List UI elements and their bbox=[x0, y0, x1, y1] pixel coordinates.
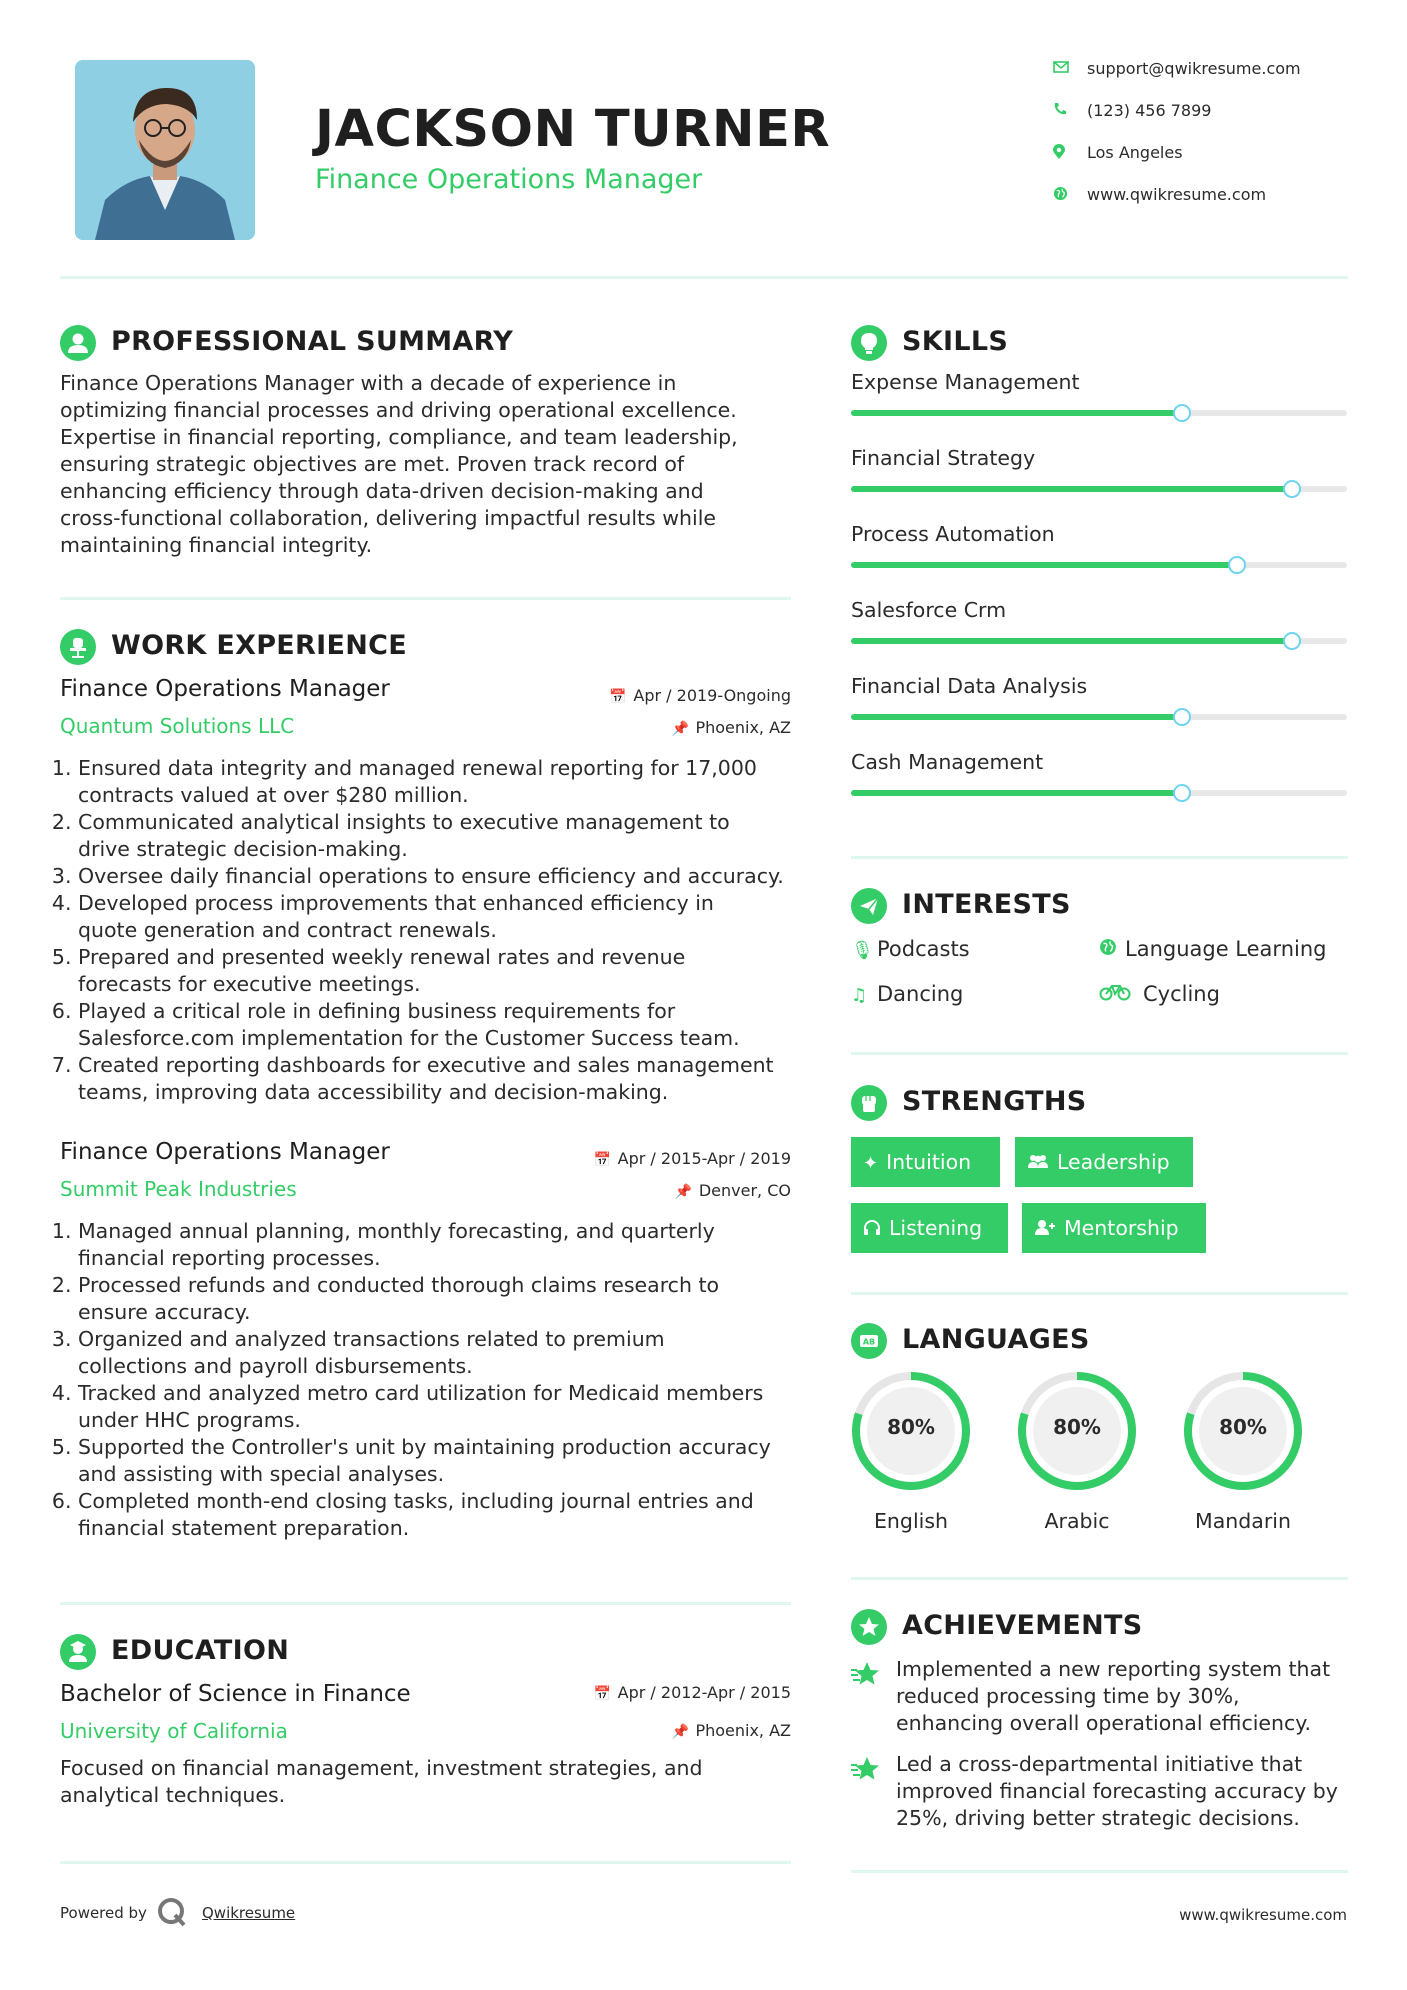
bicycle-icon bbox=[1099, 983, 1143, 1006]
skill-name: Expense Management bbox=[851, 370, 1080, 394]
bullet-line: quote generation and contract renewals. bbox=[78, 918, 497, 942]
qwikresume-link[interactable]: Qwikresume bbox=[202, 1904, 296, 1922]
job-location bbox=[671, 718, 791, 737]
job-bullet bbox=[78, 755, 818, 809]
strength-label: Mentorship bbox=[1064, 1216, 1179, 1240]
summary-text bbox=[60, 370, 800, 559]
interest-item bbox=[851, 937, 970, 961]
skills-heading: SKILLS bbox=[902, 326, 1009, 357]
bullet-line: financial reporting processes. bbox=[78, 1246, 381, 1270]
qwikresume-logo-icon[interactable] bbox=[156, 1896, 188, 1928]
degree-title: Bachelor of Science in Finance bbox=[60, 1681, 411, 1707]
bullet-line: Managed annual planning, monthly forecasting, and quarterly bbox=[78, 1219, 715, 1243]
education-description bbox=[60, 1755, 800, 1809]
skills-divider bbox=[851, 856, 1348, 859]
achievement-line: improved financial forecasting accuracy by bbox=[896, 1779, 1338, 1803]
achievement-item bbox=[896, 1751, 1351, 1832]
job-date bbox=[609, 686, 791, 705]
bullet-line: Ensured data integrity and managed renewal reporting for 17,000 bbox=[78, 756, 757, 780]
strength-label: Listening bbox=[889, 1216, 983, 1240]
achievements-divider bbox=[851, 1870, 1348, 1873]
language-name: English bbox=[873, 1509, 949, 1533]
contact-phone-text: (123) 456 7899 bbox=[1087, 101, 1212, 120]
job-date-text: Apr / 2015-Apr / 2019 bbox=[617, 1149, 791, 1168]
job-bullet bbox=[78, 1218, 818, 1272]
job-bullets bbox=[60, 1218, 818, 1542]
skill-level-knob bbox=[1283, 632, 1301, 650]
education-location bbox=[671, 1721, 791, 1740]
language-percent: 80% bbox=[1053, 1415, 1101, 1439]
strengths-divider bbox=[851, 1292, 1348, 1295]
language-card-icon bbox=[851, 1323, 887, 1359]
candidate-name: JACKSON TURNER bbox=[315, 100, 831, 159]
profile-photo bbox=[75, 60, 255, 240]
skill-bar-fill bbox=[851, 562, 1237, 568]
bullet-line: Tracked and analyzed metro card utilization for Medicaid members bbox=[78, 1381, 764, 1405]
bullet-line: teams, improving data accessibility and decision-making. bbox=[78, 1080, 669, 1104]
skill-name: Financial Data Analysis bbox=[851, 674, 1088, 698]
skill-level-knob bbox=[1228, 556, 1246, 574]
strength-chip bbox=[851, 1137, 1000, 1187]
contact-email-text: support@qwikresume.com bbox=[1087, 59, 1301, 78]
strengths-heading: STRENGTHS bbox=[902, 1086, 1087, 1117]
lightbulb-icon bbox=[851, 325, 887, 361]
skill-bar-fill bbox=[851, 410, 1182, 416]
job-bullet bbox=[78, 944, 818, 998]
bullet-line: Organized and analyzed transactions related to premium bbox=[78, 1327, 665, 1351]
achievement-line: Implemented a new reporting system that bbox=[896, 1657, 1331, 1681]
strength-chip bbox=[851, 1203, 1008, 1253]
education-location-text: Phoenix, AZ bbox=[695, 1721, 791, 1740]
star-icon bbox=[851, 1661, 881, 1687]
skill-name: Salesforce Crm bbox=[851, 598, 1007, 622]
skill-bar-fill bbox=[851, 790, 1182, 796]
pushpin-icon: 📌 bbox=[671, 1724, 689, 1740]
globe-icon bbox=[1053, 186, 1071, 204]
bullet-line: Prepared and presented weekly renewal rates and revenue bbox=[78, 945, 686, 969]
school-name: University of California bbox=[60, 1719, 288, 1743]
microphone-icon: 🎙 bbox=[851, 940, 874, 961]
language-name: Arabic bbox=[1044, 1509, 1110, 1533]
strength-label: Leadership bbox=[1057, 1150, 1170, 1174]
education-date bbox=[594, 1683, 791, 1702]
languages-divider bbox=[851, 1577, 1348, 1580]
bullet-line: under HHC programs. bbox=[78, 1408, 301, 1432]
strength-chip bbox=[1015, 1137, 1193, 1187]
bullet-line: Supported the Controller's unit by maintaining production accuracy bbox=[78, 1435, 771, 1459]
achievement-line: 25%, driving better strategic decisions. bbox=[896, 1806, 1300, 1830]
interest-item bbox=[1099, 982, 1220, 1006]
job-company: Summit Peak Industries bbox=[60, 1177, 297, 1201]
education-line: Focused on financial management, investment strategies, and bbox=[60, 1756, 703, 1780]
bullet-line: Developed process improvements that enhanced efficiency in bbox=[78, 891, 714, 915]
job-location-text: Phoenix, AZ bbox=[695, 718, 791, 737]
job-title: Finance Operations Manager bbox=[60, 1139, 390, 1165]
skill-bar-fill bbox=[851, 638, 1292, 644]
summary-line: maintaining financial integrity. bbox=[60, 533, 373, 557]
job-bullets bbox=[60, 755, 818, 1106]
star-icon bbox=[851, 1756, 881, 1782]
bullet-line: Played a critical role in defining business requirements for bbox=[78, 999, 676, 1023]
skill-bar-track bbox=[851, 410, 1347, 416]
bullet-line: ensure accuracy. bbox=[78, 1300, 251, 1324]
skill-level-knob bbox=[1173, 404, 1191, 422]
skill-name: Financial Strategy bbox=[851, 446, 1036, 470]
users-icon bbox=[1027, 1139, 1049, 1189]
bullet-line: Oversee daily financial operations to ensure efficiency and accuracy. bbox=[78, 864, 784, 888]
calendar-icon: 📅 bbox=[593, 1152, 612, 1168]
interest-label: Podcasts bbox=[877, 937, 970, 961]
education-line: analytical techniques. bbox=[60, 1783, 286, 1807]
calendar-icon: 📅 bbox=[609, 689, 627, 705]
job-bullet bbox=[78, 1488, 818, 1542]
education-divider bbox=[60, 1861, 791, 1864]
bullet-line: forecasts for executive meetings. bbox=[78, 972, 421, 996]
pushpin-icon: 📌 bbox=[674, 1184, 693, 1200]
calendar-icon: 📅 bbox=[593, 1686, 612, 1702]
candidate-title: Finance Operations Manager bbox=[315, 164, 703, 195]
map-pin-icon bbox=[1053, 144, 1071, 162]
bullet-line: and assisting with special analyses. bbox=[78, 1462, 445, 1486]
achievement-line: enhancing overall operational efficiency. bbox=[896, 1711, 1312, 1735]
job-bullet bbox=[78, 998, 818, 1052]
bullet-line: drive strategic decision-making. bbox=[78, 837, 408, 861]
user-icon bbox=[60, 325, 96, 361]
bullet-line: Processed refunds and conducted thorough claims research to bbox=[78, 1273, 720, 1297]
interest-label: Dancing bbox=[877, 982, 964, 1006]
education-date-text: Apr / 2012-Apr / 2015 bbox=[617, 1683, 791, 1702]
job-date-text: Apr / 2019-Ongoing bbox=[633, 686, 791, 705]
bullet-line: contracts valued at over $280 million. bbox=[78, 783, 469, 807]
summary-line: Expertise in financial reporting, compliance, and team leadership, bbox=[60, 425, 738, 449]
fist-icon bbox=[851, 1085, 887, 1121]
strength-label: Intuition bbox=[886, 1150, 972, 1174]
skill-name: Cash Management bbox=[851, 750, 1044, 774]
skill-bar-fill bbox=[851, 486, 1292, 492]
achievement-line: Led a cross-departmental initiative that bbox=[896, 1752, 1303, 1776]
skill-level-knob bbox=[1173, 784, 1191, 802]
achievement-item bbox=[896, 1656, 1351, 1737]
bullet-line: Completed month-end closing tasks, including journal entries and bbox=[78, 1489, 754, 1513]
summary-line: cross-functional collaboration, delivering impactful results while bbox=[60, 506, 717, 530]
job-location bbox=[675, 1181, 791, 1200]
skill-bar-track bbox=[851, 714, 1347, 720]
bullet-line: Salesforce.com implementation for the Customer Success team. bbox=[78, 1026, 740, 1050]
powered-by-label: Powered by bbox=[60, 1904, 147, 1922]
skill-bar-track bbox=[851, 638, 1347, 644]
summary-line: optimizing financial processes and driving operational excellence. bbox=[60, 398, 737, 422]
summary-divider bbox=[60, 597, 791, 600]
skill-level-knob bbox=[1173, 708, 1191, 726]
job-bullet bbox=[78, 863, 818, 890]
job-title: Finance Operations Manager bbox=[60, 676, 390, 702]
header-divider bbox=[60, 276, 1348, 279]
chair-icon bbox=[60, 629, 96, 665]
bullet-line: Communicated analytical insights to executive management to bbox=[78, 810, 730, 834]
magic-wand-icon: ✦ bbox=[863, 1153, 879, 1174]
summary-line: Finance Operations Manager with a decade of experience in bbox=[60, 371, 677, 395]
phone-icon bbox=[1053, 102, 1071, 120]
user-plus-icon bbox=[1034, 1205, 1056, 1255]
envelope-icon bbox=[1053, 60, 1071, 78]
job-location-text: Denver, CO bbox=[698, 1181, 791, 1200]
job-bullet bbox=[78, 890, 818, 944]
contact-website-text: www.qwikresume.com bbox=[1087, 185, 1267, 204]
job-company: Quantum Solutions LLC bbox=[60, 714, 295, 738]
summary-line: enhancing efficiency through data-driven decision-making and bbox=[60, 479, 704, 503]
headphones-icon bbox=[863, 1205, 881, 1255]
paper-plane-icon bbox=[851, 888, 887, 924]
language-percent: 80% bbox=[1219, 1415, 1267, 1439]
interest-item bbox=[851, 982, 963, 1006]
globe-icon bbox=[1099, 938, 1125, 961]
skill-bar-track bbox=[851, 486, 1347, 492]
interest-label: Cycling bbox=[1143, 982, 1220, 1006]
music-note-icon: ♫ bbox=[851, 985, 868, 1006]
education-heading: EDUCATION bbox=[111, 1635, 290, 1666]
interests-divider bbox=[851, 1052, 1348, 1055]
svg-text:AB: AB bbox=[862, 1337, 876, 1347]
summary-heading: PROFESSIONAL SUMMARY bbox=[111, 326, 514, 357]
bullet-line: collections and payroll disbursements. bbox=[78, 1354, 473, 1378]
job-bullet bbox=[78, 1380, 818, 1434]
job-date bbox=[594, 1149, 791, 1168]
experience-heading: WORK EXPERIENCE bbox=[111, 630, 407, 661]
footer-url[interactable]: www.qwikresume.com bbox=[1179, 1906, 1347, 1924]
contact-location-text: Los Angeles bbox=[1087, 143, 1183, 162]
job-bullet bbox=[78, 809, 818, 863]
skill-bar-fill bbox=[851, 714, 1182, 720]
interest-item bbox=[1099, 937, 1326, 961]
bullet-line: financial statement preparation. bbox=[78, 1516, 410, 1540]
achievement-line: reduced processing time by 30%, bbox=[896, 1684, 1240, 1708]
language-name: Mandarin bbox=[1195, 1509, 1291, 1533]
job-bullet bbox=[78, 1052, 818, 1106]
interest-label: Language Learning bbox=[1125, 937, 1327, 961]
interests-heading: INTERESTS bbox=[902, 889, 1071, 920]
star-badge-icon bbox=[851, 1609, 887, 1645]
strength-chip bbox=[1022, 1203, 1206, 1253]
skill-name: Process Automation bbox=[851, 522, 1055, 546]
skill-level-knob bbox=[1283, 480, 1301, 498]
graduate-icon bbox=[60, 1634, 96, 1670]
job-bullet bbox=[78, 1434, 818, 1488]
bullet-line: Created reporting dashboards for executive and sales management bbox=[78, 1053, 774, 1077]
skill-bar-track bbox=[851, 562, 1347, 568]
pushpin-icon: 📌 bbox=[671, 721, 689, 737]
languages-heading: LANGUAGES bbox=[902, 1324, 1090, 1355]
skill-bar-track bbox=[851, 790, 1347, 796]
achievements-heading: ACHIEVEMENTS bbox=[902, 1610, 1143, 1641]
job-bullet bbox=[78, 1326, 818, 1380]
summary-line: ensuring strategic objectives are met. Proven track record of bbox=[60, 452, 685, 476]
job-bullet bbox=[78, 1272, 818, 1326]
experience-divider bbox=[60, 1602, 791, 1605]
language-percent: 80% bbox=[887, 1415, 935, 1439]
